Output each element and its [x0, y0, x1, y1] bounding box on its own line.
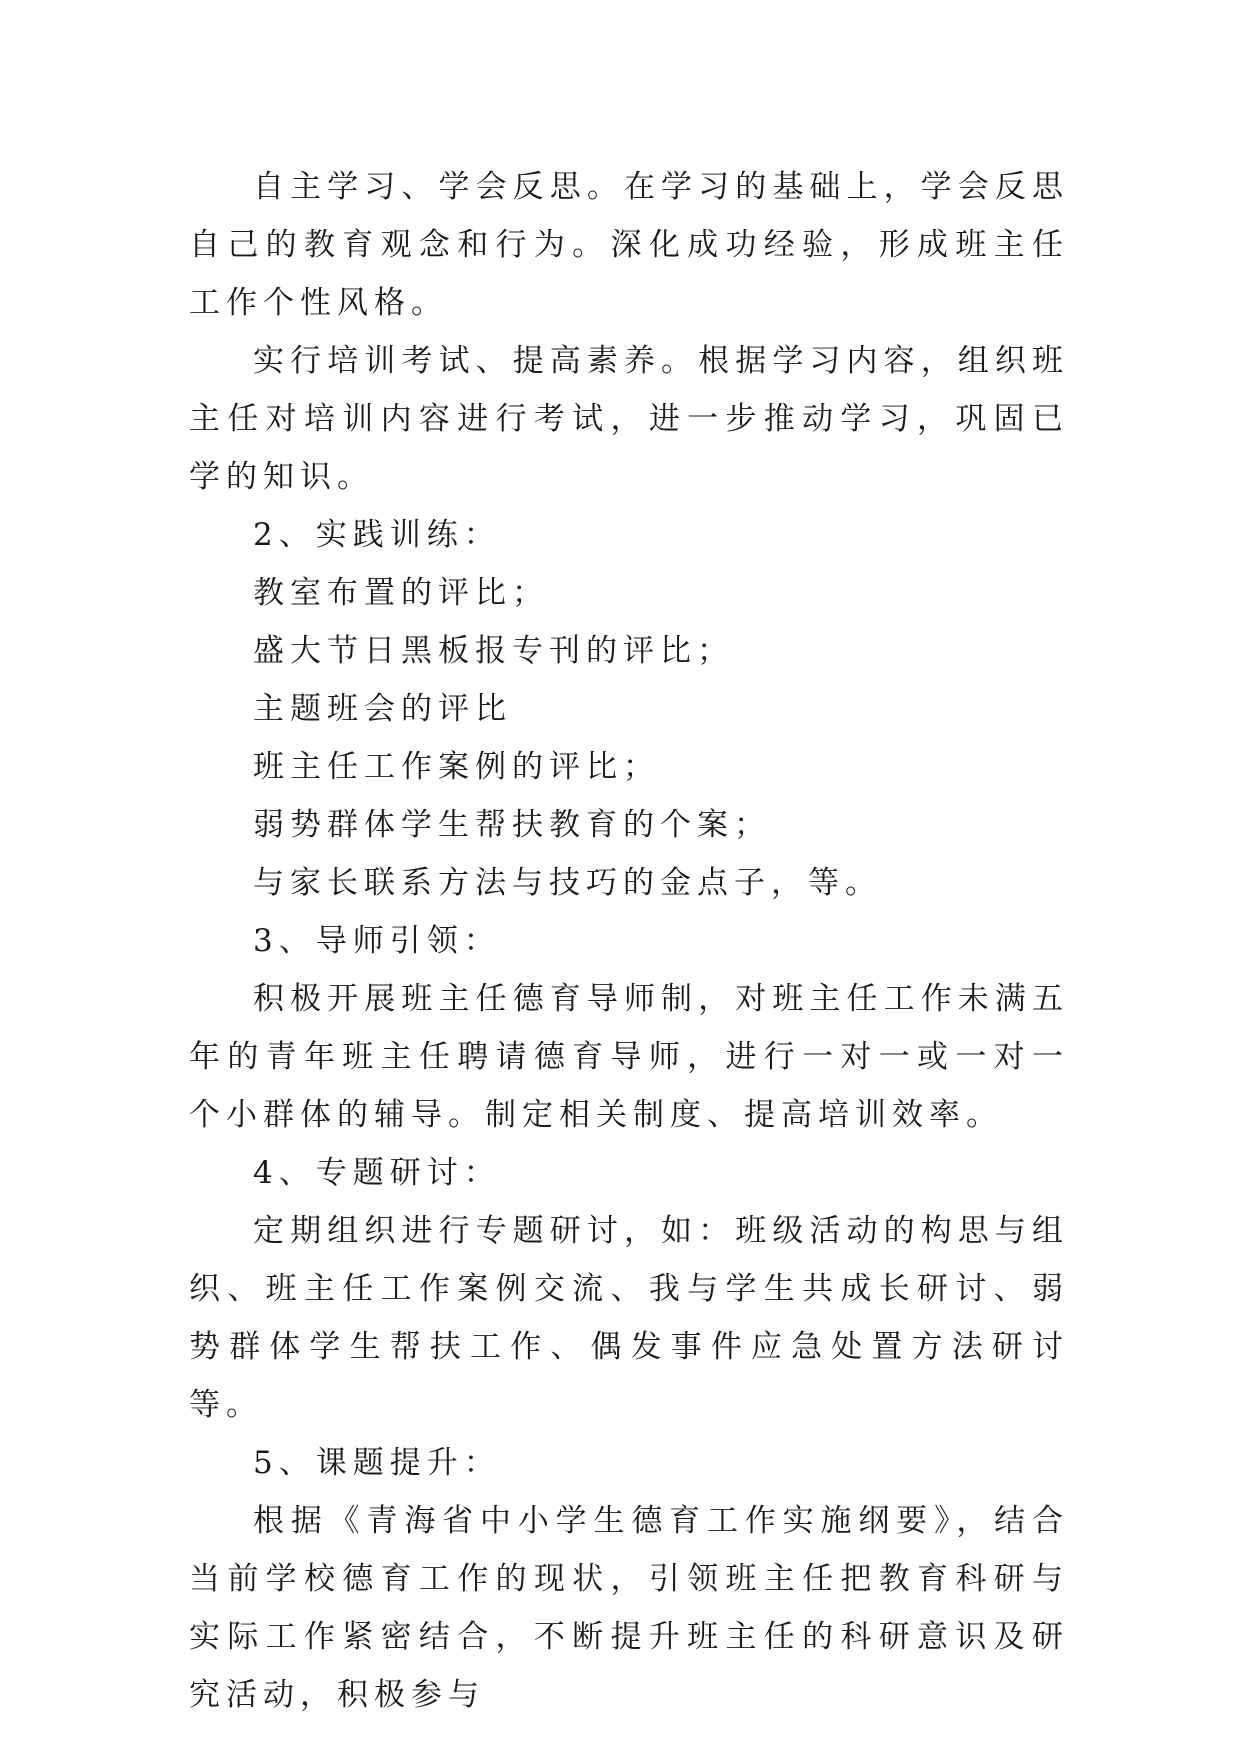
heading-practice-training: 2、实践训练：	[253, 517, 501, 553]
heading-research-improvement: 5、课题提升：	[253, 1445, 501, 1481]
paragraph-self-study: 自主学习、学会反思。在学习的基础上，学会反思自己的教育观念和行为。深化成功经验，形成班主任工作个性风格。	[189, 169, 1069, 321]
paragraph-topic-discussion: 定期组织进行专题研讨，如：班级活动的构思与组织、班主任工作案例交流、我与学生共成长研讨、弱势群体学生帮扶工作、偶发事件应急处置方法研讨等。	[189, 1213, 1069, 1423]
list-item: 教室布置的评比；	[253, 575, 549, 611]
list-item: 盛大节日黑板报专刊的评比；	[253, 633, 734, 669]
heading-topic-discussion: 4、专题研讨：	[253, 1155, 501, 1191]
paragraph-mentor-system: 积极开展班主任德育导师制，对班主任工作未满五年的青年班主任聘请德育导师，进行一对一或一对一个小群体的辅导。制定相关制度、提高培训效率。	[189, 981, 1069, 1133]
paragraph-training-exam: 实行培训考试、提高素养。根据学习内容，组织班主任对培训内容进行考试，进一步推动学习，巩固已学的知识。	[189, 343, 1069, 495]
heading-mentor-guidance: 3、导师引领：	[253, 923, 501, 959]
list-item: 弱势群体学生帮扶教育的个案；	[253, 807, 771, 843]
list-item: 班主任工作案例的评比；	[253, 749, 660, 785]
document-body	[189, 158, 1069, 1724]
list-item: 主题班会的评比	[253, 691, 512, 727]
paragraph-research-improvement: 根据《青海省中小学生德育工作实施纲要》，结合当前学校德育工作的现状，引领班主任把教育科研与实际工作紧密结合，不断提升班主任的科研意识及研究活动，积极参与	[189, 1503, 1069, 1713]
list-item: 与家长联系方法与技巧的金点子，等。	[253, 865, 882, 901]
